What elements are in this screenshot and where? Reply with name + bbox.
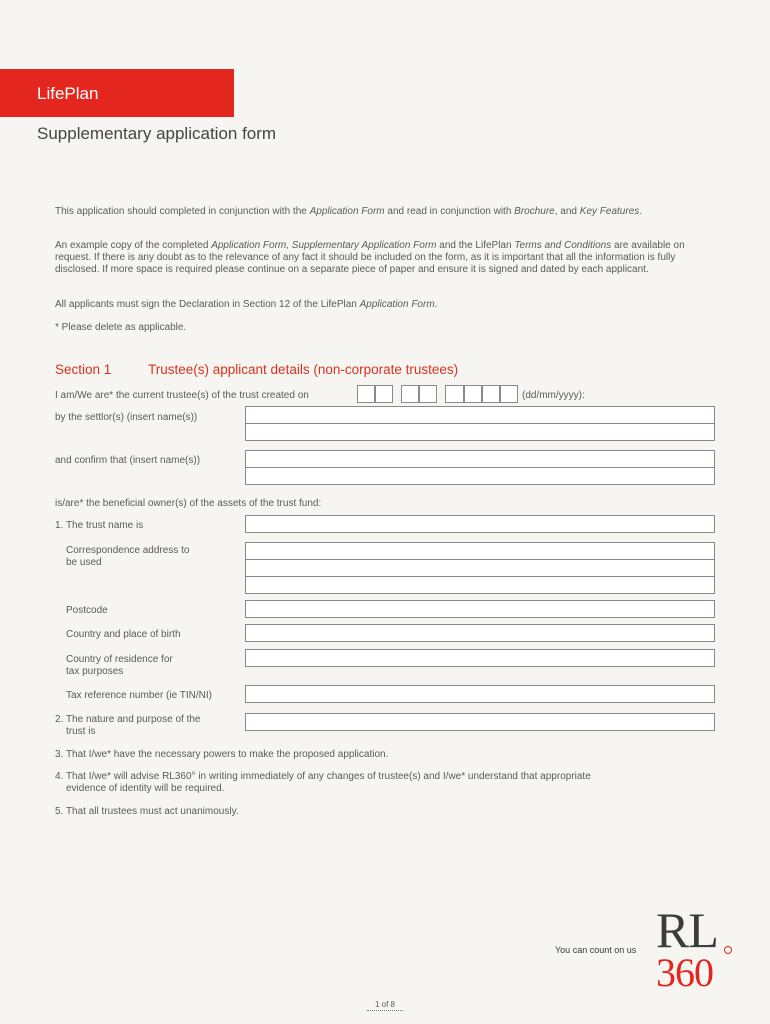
intro-paragraph-2: An example copy of the completed Application Form, Supplementary Application Form and the LifePlan Terms and Conditions are available on request. If there is any doubt as to the relevance of any fact it should be included on the form, as it is important that all the information is fully disclosed. If more space is required please continue on a separate piece of paper and ensure it is signed and dated by each applicant. — [55, 240, 685, 275]
country-birth-field[interactable] — [245, 624, 715, 642]
address-field-3[interactable] — [245, 576, 715, 594]
tax-reference-label: Tax reference number (ie TIN/NI) — [66, 690, 212, 701]
settlor-label: by the settlor(s) (insert name(s)) — [55, 412, 198, 423]
trust-nature-label: 2. The nature and purpose of the trust is — [55, 714, 201, 737]
page-title: Supplementary application form — [37, 124, 277, 143]
tagline: You can count on us — [555, 945, 637, 955]
declaration-item-4: 4. That I/we* will advise RL360° in writing immediately of any changes of trustee(s) and I/we* understand that appropriate evidence of identity will be required. — [55, 771, 591, 794]
date-month-digit-1[interactable] — [401, 385, 419, 403]
tax-reference-field[interactable] — [245, 685, 715, 703]
country-residence-label: Country of residence for tax purposes — [66, 654, 173, 677]
section-number: Section 1 — [55, 362, 112, 377]
trust-name-label: 1. The trust name is — [55, 520, 144, 531]
trust-nature-field[interactable] — [245, 713, 715, 731]
logo-360-text: 360 — [656, 950, 713, 995]
brand-title: LifePlan — [37, 84, 99, 103]
trust-created-label: I am/We are* the current trustee(s) of the trust created on — [55, 390, 309, 401]
page-number: 1 of 8 — [367, 1000, 403, 1011]
country-birth-label: Country and place of birth — [66, 629, 181, 640]
declaration-item-5: 5. That all trustees must act unanimously. — [55, 806, 239, 817]
confirm-name-field-2[interactable] — [245, 467, 715, 485]
date-year-digit-4[interactable] — [500, 385, 518, 403]
date-day-digit-2[interactable] — [375, 385, 393, 403]
address-field-2[interactable] — [245, 559, 715, 577]
postcode-field[interactable] — [245, 600, 715, 618]
logo-rl-text: RL — [656, 902, 718, 958]
date-month-digit-2[interactable] — [419, 385, 437, 403]
confirm-label: and confirm that (insert name(s)) — [55, 455, 201, 466]
date-format-hint: (dd/mm/yyyy): — [522, 390, 585, 401]
date-year-digit-2[interactable] — [464, 385, 482, 403]
declaration-item-3: 3. That I/we* have the necessary powers to make the proposed application. — [55, 749, 389, 760]
date-year-digit-3[interactable] — [482, 385, 500, 403]
postcode-label: Postcode — [66, 605, 108, 616]
date-day-digit-1[interactable] — [357, 385, 375, 403]
brand-banner — [0, 69, 234, 117]
confirm-name-field-1[interactable] — [245, 450, 715, 468]
address-field-1[interactable] — [245, 542, 715, 560]
intro-paragraph-1: This application should completed in conjunction with the Application Form and read in conjunction with Brochure, and Key Features. — [55, 206, 643, 217]
section-title: Trustee(s) applicant details (non-corporate trustees) — [148, 362, 459, 377]
intro-paragraph-3: All applicants must sign the Declaration in Section 12 of the LifePlan Application Form. — [55, 299, 438, 310]
date-year-digit-1[interactable] — [445, 385, 464, 403]
intro-paragraph-4: * Please delete as applicable. — [55, 322, 187, 333]
settlor-name-field-2[interactable] — [245, 423, 715, 441]
logo-degree-icon — [724, 946, 732, 954]
beneficial-owner-label: is/are* the beneficial owner(s) of the assets of the trust fund: — [55, 498, 322, 509]
settlor-name-field-1[interactable] — [245, 406, 715, 424]
country-residence-field[interactable] — [245, 649, 715, 667]
correspondence-label: Correspondence address to be used — [66, 545, 190, 568]
trust-name-field[interactable] — [245, 515, 715, 533]
